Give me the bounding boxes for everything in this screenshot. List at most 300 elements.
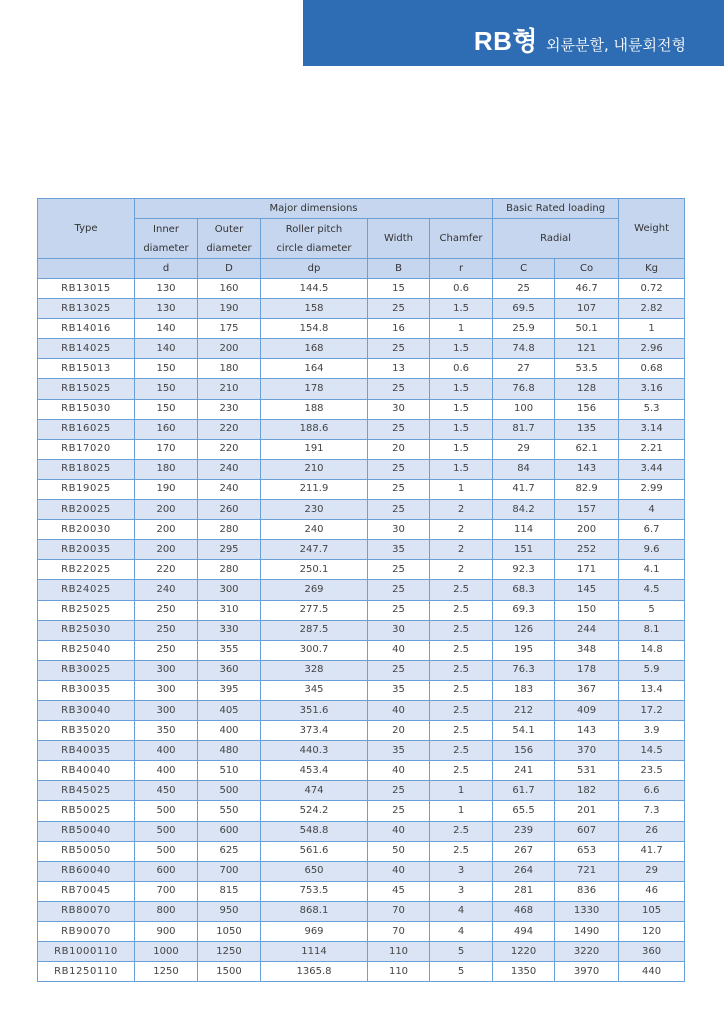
table-row <box>38 319 685 339</box>
cell-width: 25 <box>368 419 430 439</box>
cell-weight: 4 <box>619 500 685 520</box>
cell-width: 35 <box>368 540 430 560</box>
cell-radial-c: 69.3 <box>493 600 555 620</box>
cell-inner-diameter: 250 <box>135 600 198 620</box>
cell-type: RB30025 <box>38 660 135 680</box>
cell-inner-diameter: 160 <box>135 419 198 439</box>
cell-pitch-diameter: 345 <box>261 680 368 700</box>
cell-inner-diameter: 250 <box>135 620 198 640</box>
cell-inner-diameter: 450 <box>135 781 198 801</box>
cell-chamfer: 2.5 <box>430 620 493 640</box>
symbol-kg: Kg <box>619 259 685 279</box>
cell-radial-c: 61.7 <box>493 781 555 801</box>
cell-type: RB17020 <box>38 439 135 459</box>
cell-weight: 46 <box>619 881 685 901</box>
cell-chamfer: 1.5 <box>430 419 493 439</box>
cell-width: 25 <box>368 600 430 620</box>
cell-radial-c: 156 <box>493 741 555 761</box>
cell-type: RB40040 <box>38 761 135 781</box>
cell-radial-c: 84 <box>493 459 555 479</box>
cell-width: 16 <box>368 319 430 339</box>
cell-weight: 14.5 <box>619 741 685 761</box>
cell-inner-diameter: 150 <box>135 399 198 419</box>
cell-chamfer: 2.5 <box>430 841 493 861</box>
cell-radial-co: 1490 <box>555 922 619 942</box>
cell-outer-diameter: 300 <box>198 580 261 600</box>
symbol-B: B <box>368 259 430 279</box>
cell-chamfer: 1.5 <box>430 339 493 359</box>
table-body <box>38 279 685 982</box>
cell-outer-diameter: 360 <box>198 660 261 680</box>
cell-chamfer: 1.5 <box>430 459 493 479</box>
cell-type: RB19025 <box>38 479 135 499</box>
cell-inner-diameter: 1000 <box>135 942 198 962</box>
product-subtitle: 외륜분할, 내륜회전형 <box>546 36 686 54</box>
cell-width: 110 <box>368 962 430 982</box>
cell-radial-co: 370 <box>555 741 619 761</box>
header-type: Type <box>38 199 135 259</box>
cell-weight: 3.16 <box>619 379 685 399</box>
cell-outer-diameter: 600 <box>198 821 261 841</box>
cell-weight: 5.3 <box>619 399 685 419</box>
cell-width: 40 <box>368 761 430 781</box>
table-row <box>38 901 685 921</box>
cell-weight: 1 <box>619 319 685 339</box>
cell-outer-diameter: 240 <box>198 479 261 499</box>
cell-weight: 4.1 <box>619 560 685 580</box>
cell-chamfer: 0.6 <box>430 359 493 379</box>
cell-radial-c: 68.3 <box>493 580 555 600</box>
cell-radial-c: 212 <box>493 700 555 720</box>
table-row <box>38 359 685 379</box>
cell-outer-diameter: 175 <box>198 319 261 339</box>
cell-type: RB80070 <box>38 901 135 921</box>
cell-radial-co: 607 <box>555 821 619 841</box>
bearing-spec-table <box>37 198 685 982</box>
cell-width: 25 <box>368 459 430 479</box>
header-basic-rated-loading: Basic Rated loading <box>493 199 619 219</box>
table-row <box>38 560 685 580</box>
cell-radial-c: 76.3 <box>493 660 555 680</box>
cell-inner-diameter: 130 <box>135 299 198 319</box>
cell-pitch-diameter: 178 <box>261 379 368 399</box>
cell-outer-diameter: 480 <box>198 741 261 761</box>
cell-pitch-diameter: 269 <box>261 580 368 600</box>
cell-inner-diameter: 500 <box>135 801 198 821</box>
table-row <box>38 781 685 801</box>
cell-outer-diameter: 625 <box>198 841 261 861</box>
table-row <box>38 640 685 660</box>
cell-type: RB14025 <box>38 339 135 359</box>
cell-width: 20 <box>368 439 430 459</box>
cell-outer-diameter: 395 <box>198 680 261 700</box>
table-row <box>38 279 685 299</box>
cell-weight: 0.68 <box>619 359 685 379</box>
table-row <box>38 942 685 962</box>
header-inner-diameter: Inner diameter <box>135 219 198 259</box>
cell-type: RB1000110 <box>38 942 135 962</box>
symbol-C: C <box>493 259 555 279</box>
cell-radial-co: 143 <box>555 721 619 741</box>
cell-inner-diameter: 300 <box>135 660 198 680</box>
cell-radial-c: 27 <box>493 359 555 379</box>
cell-pitch-diameter: 474 <box>261 781 368 801</box>
cell-radial-co: 201 <box>555 801 619 821</box>
cell-width: 40 <box>368 700 430 720</box>
cell-type: RB14016 <box>38 319 135 339</box>
cell-chamfer: 1.5 <box>430 379 493 399</box>
cell-radial-c: 241 <box>493 761 555 781</box>
cell-chamfer: 2.5 <box>430 761 493 781</box>
product-code-title: RB형 <box>473 26 539 56</box>
cell-radial-c: 81.7 <box>493 419 555 439</box>
cell-radial-co: 531 <box>555 761 619 781</box>
cell-chamfer: 1.5 <box>430 399 493 419</box>
cell-weight: 17.2 <box>619 700 685 720</box>
cell-chamfer: 2 <box>430 520 493 540</box>
cell-inner-diameter: 700 <box>135 881 198 901</box>
cell-chamfer: 2 <box>430 560 493 580</box>
cell-width: 40 <box>368 861 430 881</box>
cell-type: RB90070 <box>38 922 135 942</box>
table-row <box>38 479 685 499</box>
table-row <box>38 399 685 419</box>
cell-radial-c: 1220 <box>493 942 555 962</box>
cell-outer-diameter: 950 <box>198 901 261 921</box>
cell-inner-diameter: 200 <box>135 520 198 540</box>
cell-width: 20 <box>368 721 430 741</box>
cell-pitch-diameter: 158 <box>261 299 368 319</box>
cell-pitch-diameter: 300.7 <box>261 640 368 660</box>
cell-chamfer: 1 <box>430 801 493 821</box>
cell-radial-co: 82.9 <box>555 479 619 499</box>
cell-weight: 5.9 <box>619 660 685 680</box>
cell-radial-c: 69.5 <box>493 299 555 319</box>
cell-width: 15 <box>368 279 430 299</box>
cell-chamfer: 2.5 <box>430 580 493 600</box>
table-row <box>38 500 685 520</box>
cell-chamfer: 2 <box>430 540 493 560</box>
cell-type: RB15030 <box>38 399 135 419</box>
cell-chamfer: 0.6 <box>430 279 493 299</box>
cell-pitch-diameter: 210 <box>261 459 368 479</box>
cell-width: 50 <box>368 841 430 861</box>
cell-radial-co: 53.5 <box>555 359 619 379</box>
cell-weight: 3.9 <box>619 721 685 741</box>
header-major-dimensions: Major dimensions <box>135 199 493 219</box>
cell-inner-diameter: 400 <box>135 741 198 761</box>
cell-radial-c: 195 <box>493 640 555 660</box>
cell-pitch-diameter: 453.4 <box>261 761 368 781</box>
header-chamfer: Chamfer <box>430 219 493 259</box>
cell-weight: 0.72 <box>619 279 685 299</box>
cell-outer-diameter: 310 <box>198 600 261 620</box>
cell-inner-diameter: 300 <box>135 680 198 700</box>
cell-type: RB30035 <box>38 680 135 700</box>
cell-type: RB13025 <box>38 299 135 319</box>
cell-outer-diameter: 550 <box>198 801 261 821</box>
cell-radial-co: 252 <box>555 540 619 560</box>
cell-weight: 3.14 <box>619 419 685 439</box>
table-row <box>38 761 685 781</box>
cell-type: RB45025 <box>38 781 135 801</box>
cell-radial-co: 62.1 <box>555 439 619 459</box>
cell-radial-co: 46.7 <box>555 279 619 299</box>
cell-width: 70 <box>368 922 430 942</box>
table-row <box>38 459 685 479</box>
cell-outer-diameter: 510 <box>198 761 261 781</box>
cell-radial-c: 76.8 <box>493 379 555 399</box>
cell-radial-c: 100 <box>493 399 555 419</box>
cell-pitch-diameter: 230 <box>261 500 368 520</box>
table-row <box>38 680 685 700</box>
cell-width: 40 <box>368 640 430 660</box>
cell-inner-diameter: 240 <box>135 580 198 600</box>
cell-radial-c: 41.7 <box>493 479 555 499</box>
cell-pitch-diameter: 373.4 <box>261 721 368 741</box>
cell-outer-diameter: 220 <box>198 419 261 439</box>
cell-radial-co: 157 <box>555 500 619 520</box>
cell-radial-c: 65.5 <box>493 801 555 821</box>
cell-weight: 2.96 <box>619 339 685 359</box>
cell-outer-diameter: 280 <box>198 560 261 580</box>
cell-radial-co: 1330 <box>555 901 619 921</box>
cell-chamfer: 2.5 <box>430 640 493 660</box>
cell-pitch-diameter: 328 <box>261 660 368 680</box>
cell-width: 35 <box>368 741 430 761</box>
table-row <box>38 841 685 861</box>
cell-inner-diameter: 250 <box>135 640 198 660</box>
cell-chamfer: 1 <box>430 781 493 801</box>
cell-radial-co: 721 <box>555 861 619 881</box>
cell-radial-co: 171 <box>555 560 619 580</box>
symbol-D: D <box>198 259 261 279</box>
cell-outer-diameter: 355 <box>198 640 261 660</box>
cell-outer-diameter: 295 <box>198 540 261 560</box>
cell-inner-diameter: 130 <box>135 279 198 299</box>
cell-pitch-diameter: 191 <box>261 439 368 459</box>
cell-pitch-diameter: 440.3 <box>261 741 368 761</box>
cell-type: RB60040 <box>38 861 135 881</box>
cell-inner-diameter: 220 <box>135 560 198 580</box>
cell-type: RB22025 <box>38 560 135 580</box>
cell-radial-co: 348 <box>555 640 619 660</box>
cell-radial-c: 126 <box>493 620 555 640</box>
cell-pitch-diameter: 144.5 <box>261 279 368 299</box>
cell-weight: 14.8 <box>619 640 685 660</box>
table-row <box>38 962 685 982</box>
table-row <box>38 580 685 600</box>
cell-inner-diameter: 140 <box>135 339 198 359</box>
cell-pitch-diameter: 1365.8 <box>261 962 368 982</box>
cell-type: RB20035 <box>38 540 135 560</box>
table-row <box>38 741 685 761</box>
cell-inner-diameter: 200 <box>135 500 198 520</box>
table-row <box>38 881 685 901</box>
cell-radial-c: 239 <box>493 821 555 841</box>
table-row <box>38 339 685 359</box>
cell-radial-co: 121 <box>555 339 619 359</box>
symbol-d: d <box>135 259 198 279</box>
header-radial: Radial <box>493 219 619 259</box>
cell-outer-diameter: 1050 <box>198 922 261 942</box>
cell-chamfer: 1 <box>430 479 493 499</box>
symbol-r: r <box>430 259 493 279</box>
cell-type: RB40035 <box>38 741 135 761</box>
cell-chamfer: 2.5 <box>430 721 493 741</box>
cell-weight: 2.99 <box>619 479 685 499</box>
cell-radial-co: 367 <box>555 680 619 700</box>
cell-weight: 8.1 <box>619 620 685 640</box>
cell-radial-co: 200 <box>555 520 619 540</box>
table-row <box>38 379 685 399</box>
cell-chamfer: 2.5 <box>430 680 493 700</box>
table-row <box>38 600 685 620</box>
table-row <box>38 801 685 821</box>
cell-width: 25 <box>368 479 430 499</box>
cell-type: RB16025 <box>38 419 135 439</box>
cell-inner-diameter: 200 <box>135 540 198 560</box>
cell-type: RB15013 <box>38 359 135 379</box>
cell-inner-diameter: 600 <box>135 861 198 881</box>
header-width: Width <box>368 219 430 259</box>
cell-weight: 120 <box>619 922 685 942</box>
table-row <box>38 700 685 720</box>
cell-radial-co: 128 <box>555 379 619 399</box>
cell-width: 40 <box>368 821 430 841</box>
header-roller-pitch: Roller pitch circle diameter <box>261 219 368 259</box>
cell-inner-diameter: 1250 <box>135 962 198 982</box>
cell-radial-c: 468 <box>493 901 555 921</box>
cell-radial-co: 178 <box>555 660 619 680</box>
cell-type: RB50040 <box>38 821 135 841</box>
cell-type: RB50025 <box>38 801 135 821</box>
table-row <box>38 922 685 942</box>
cell-width: 25 <box>368 500 430 520</box>
cell-chamfer: 4 <box>430 901 493 921</box>
cell-type: RB24025 <box>38 580 135 600</box>
cell-type: RB13015 <box>38 279 135 299</box>
cell-outer-diameter: 330 <box>198 620 261 640</box>
cell-radial-co: 150 <box>555 600 619 620</box>
cell-radial-c: 54.1 <box>493 721 555 741</box>
cell-chamfer: 2.5 <box>430 660 493 680</box>
title-banner <box>303 0 724 66</box>
cell-radial-c: 494 <box>493 922 555 942</box>
cell-outer-diameter: 190 <box>198 299 261 319</box>
cell-chamfer: 3 <box>430 861 493 881</box>
cell-pitch-diameter: 250.1 <box>261 560 368 580</box>
cell-chamfer: 2.5 <box>430 600 493 620</box>
cell-chamfer: 2.5 <box>430 700 493 720</box>
cell-pitch-diameter: 247.7 <box>261 540 368 560</box>
cell-width: 25 <box>368 781 430 801</box>
cell-radial-co: 3970 <box>555 962 619 982</box>
cell-type: RB1250110 <box>38 962 135 982</box>
cell-outer-diameter: 815 <box>198 881 261 901</box>
cell-width: 13 <box>368 359 430 379</box>
table-row <box>38 861 685 881</box>
cell-radial-c: 114 <box>493 520 555 540</box>
cell-radial-c: 84.2 <box>493 500 555 520</box>
cell-radial-c: 151 <box>493 540 555 560</box>
cell-inner-diameter: 190 <box>135 479 198 499</box>
cell-width: 30 <box>368 520 430 540</box>
cell-outer-diameter: 240 <box>198 459 261 479</box>
cell-radial-c: 264 <box>493 861 555 881</box>
cell-radial-c: 29 <box>493 439 555 459</box>
cell-radial-co: 107 <box>555 299 619 319</box>
cell-width: 25 <box>368 379 430 399</box>
cell-outer-diameter: 210 <box>198 379 261 399</box>
cell-radial-co: 3220 <box>555 942 619 962</box>
cell-radial-co: 244 <box>555 620 619 640</box>
cell-weight: 7.3 <box>619 801 685 821</box>
cell-pitch-diameter: 277.5 <box>261 600 368 620</box>
cell-pitch-diameter: 868.1 <box>261 901 368 921</box>
cell-radial-c: 25 <box>493 279 555 299</box>
cell-radial-c: 74.8 <box>493 339 555 359</box>
cell-inner-diameter: 300 <box>135 700 198 720</box>
cell-radial-c: 25.9 <box>493 319 555 339</box>
cell-outer-diameter: 220 <box>198 439 261 459</box>
cell-outer-diameter: 500 <box>198 781 261 801</box>
cell-radial-co: 409 <box>555 700 619 720</box>
cell-inner-diameter: 350 <box>135 721 198 741</box>
cell-pitch-diameter: 351.6 <box>261 700 368 720</box>
cell-weight: 3.44 <box>619 459 685 479</box>
cell-width: 25 <box>368 560 430 580</box>
cell-width: 25 <box>368 660 430 680</box>
table-row <box>38 620 685 640</box>
cell-width: 25 <box>368 801 430 821</box>
cell-width: 45 <box>368 881 430 901</box>
cell-inner-diameter: 150 <box>135 379 198 399</box>
cell-radial-co: 145 <box>555 580 619 600</box>
cell-radial-co: 182 <box>555 781 619 801</box>
cell-outer-diameter: 160 <box>198 279 261 299</box>
cell-outer-diameter: 405 <box>198 700 261 720</box>
table-row <box>38 439 685 459</box>
cell-pitch-diameter: 969 <box>261 922 368 942</box>
cell-pitch-diameter: 650 <box>261 861 368 881</box>
cell-radial-co: 836 <box>555 881 619 901</box>
cell-weight: 23.5 <box>619 761 685 781</box>
cell-radial-c: 183 <box>493 680 555 700</box>
cell-radial-co: 135 <box>555 419 619 439</box>
cell-pitch-diameter: 1114 <box>261 942 368 962</box>
cell-weight: 6.7 <box>619 520 685 540</box>
table-row <box>38 821 685 841</box>
cell-weight: 2.82 <box>619 299 685 319</box>
cell-outer-diameter: 700 <box>198 861 261 881</box>
table-row <box>38 520 685 540</box>
cell-chamfer: 5 <box>430 942 493 962</box>
cell-inner-diameter: 400 <box>135 761 198 781</box>
cell-weight: 440 <box>619 962 685 982</box>
cell-weight: 6.6 <box>619 781 685 801</box>
symbol-Co: Co <box>555 259 619 279</box>
cell-weight: 26 <box>619 821 685 841</box>
cell-chamfer: 1 <box>430 319 493 339</box>
cell-chamfer: 4 <box>430 922 493 942</box>
cell-inner-diameter: 150 <box>135 359 198 379</box>
cell-pitch-diameter: 188.6 <box>261 419 368 439</box>
cell-pitch-diameter: 753.5 <box>261 881 368 901</box>
cell-weight: 4.5 <box>619 580 685 600</box>
cell-pitch-diameter: 164 <box>261 359 368 379</box>
cell-pitch-diameter: 154.8 <box>261 319 368 339</box>
